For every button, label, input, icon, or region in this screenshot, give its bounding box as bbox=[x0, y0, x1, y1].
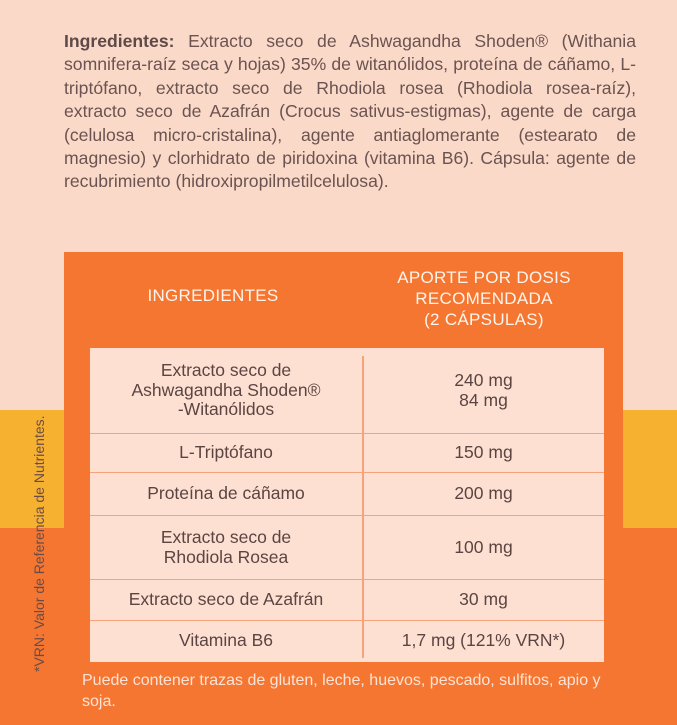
table-row bbox=[90, 580, 604, 621]
table-row bbox=[90, 621, 604, 661]
ingredient-line: Ashwagandha Shoden® bbox=[131, 379, 321, 400]
value-cell bbox=[363, 348, 604, 433]
table-row bbox=[90, 348, 604, 434]
ingredient-line: Rhodiola Rosea bbox=[163, 546, 289, 567]
ingredient-cell bbox=[90, 621, 362, 661]
header-aporte-line3: (2 CÁPSULAS) bbox=[424, 310, 544, 329]
value-cell bbox=[363, 473, 604, 515]
value-cell bbox=[363, 516, 604, 579]
ingredient-line: -Witanólidos bbox=[177, 399, 275, 420]
ingredient-line: Proteína de cáñamo bbox=[147, 483, 305, 504]
ingredient-line: Extracto seco de bbox=[160, 360, 292, 381]
value-cell bbox=[363, 621, 604, 661]
value-line: 84 mg bbox=[459, 389, 508, 410]
value-cell bbox=[363, 434, 604, 472]
ingredients-lead: Ingredientes: bbox=[64, 31, 175, 51]
vrn-note: *VRN: Valor de Referencia de Nutrientes. bbox=[31, 415, 47, 672]
value-line: 240 mg bbox=[454, 370, 513, 390]
table-row bbox=[90, 434, 604, 473]
nutrition-table bbox=[64, 252, 623, 662]
ingredients-paragraph bbox=[64, 30, 636, 194]
header-aporte-line1: APORTE POR DOSIS bbox=[397, 268, 571, 287]
ingredient-line: L-Triptófano bbox=[179, 442, 273, 463]
header-aporte-line2: RECOMENDADA bbox=[415, 289, 553, 308]
ingredient-cell bbox=[90, 473, 362, 515]
table-body bbox=[90, 348, 604, 662]
value-line: 100 mg bbox=[454, 536, 513, 557]
value-line: 200 mg bbox=[454, 483, 513, 504]
table-row bbox=[90, 473, 604, 516]
value-cell bbox=[363, 580, 604, 620]
ingredient-cell bbox=[90, 348, 362, 433]
ingredients-body: Extracto seco de Ashwagandha Shoden® (Withania somnifera-raíz seca y hojas) 35% de witanólidos, proteína de cáñamo, L-triptófano, extracto seco de Rhodiola rosea (Rhodiola rosea-raíz), extracto seco de Azafrán (Crocus sativus-estigmas), agente de carga (celulosa micro-cristalina), agente antiaglomerante (estearato de magnesio) y clorhidrato de piridoxina (vitamina B6). Cápsula: agente de recubrimiento (hidroxipropilmetilcelulosa). bbox=[64, 31, 636, 192]
value-line: 1,7 mg (121% VRN*) bbox=[401, 630, 566, 651]
ingredient-cell bbox=[90, 580, 362, 620]
header-ingredients: INGREDIENTES bbox=[147, 286, 279, 305]
ingredient-line: Extracto seco de bbox=[160, 527, 292, 547]
table-row bbox=[90, 516, 604, 580]
ingredient-cell bbox=[90, 516, 362, 579]
value-line: 30 mg bbox=[459, 589, 508, 610]
traces-note: Puede contener trazas de gluten, leche, huevos, pescado, sulfitos, apio y soja. bbox=[82, 672, 601, 710]
header-aporte bbox=[359, 267, 609, 330]
ingredient-cell bbox=[90, 434, 362, 472]
value-line: 150 mg bbox=[454, 442, 513, 463]
ingredient-line: Vitamina B6 bbox=[178, 630, 274, 651]
ingredient-line: Extracto seco de Azafrán bbox=[128, 589, 324, 610]
